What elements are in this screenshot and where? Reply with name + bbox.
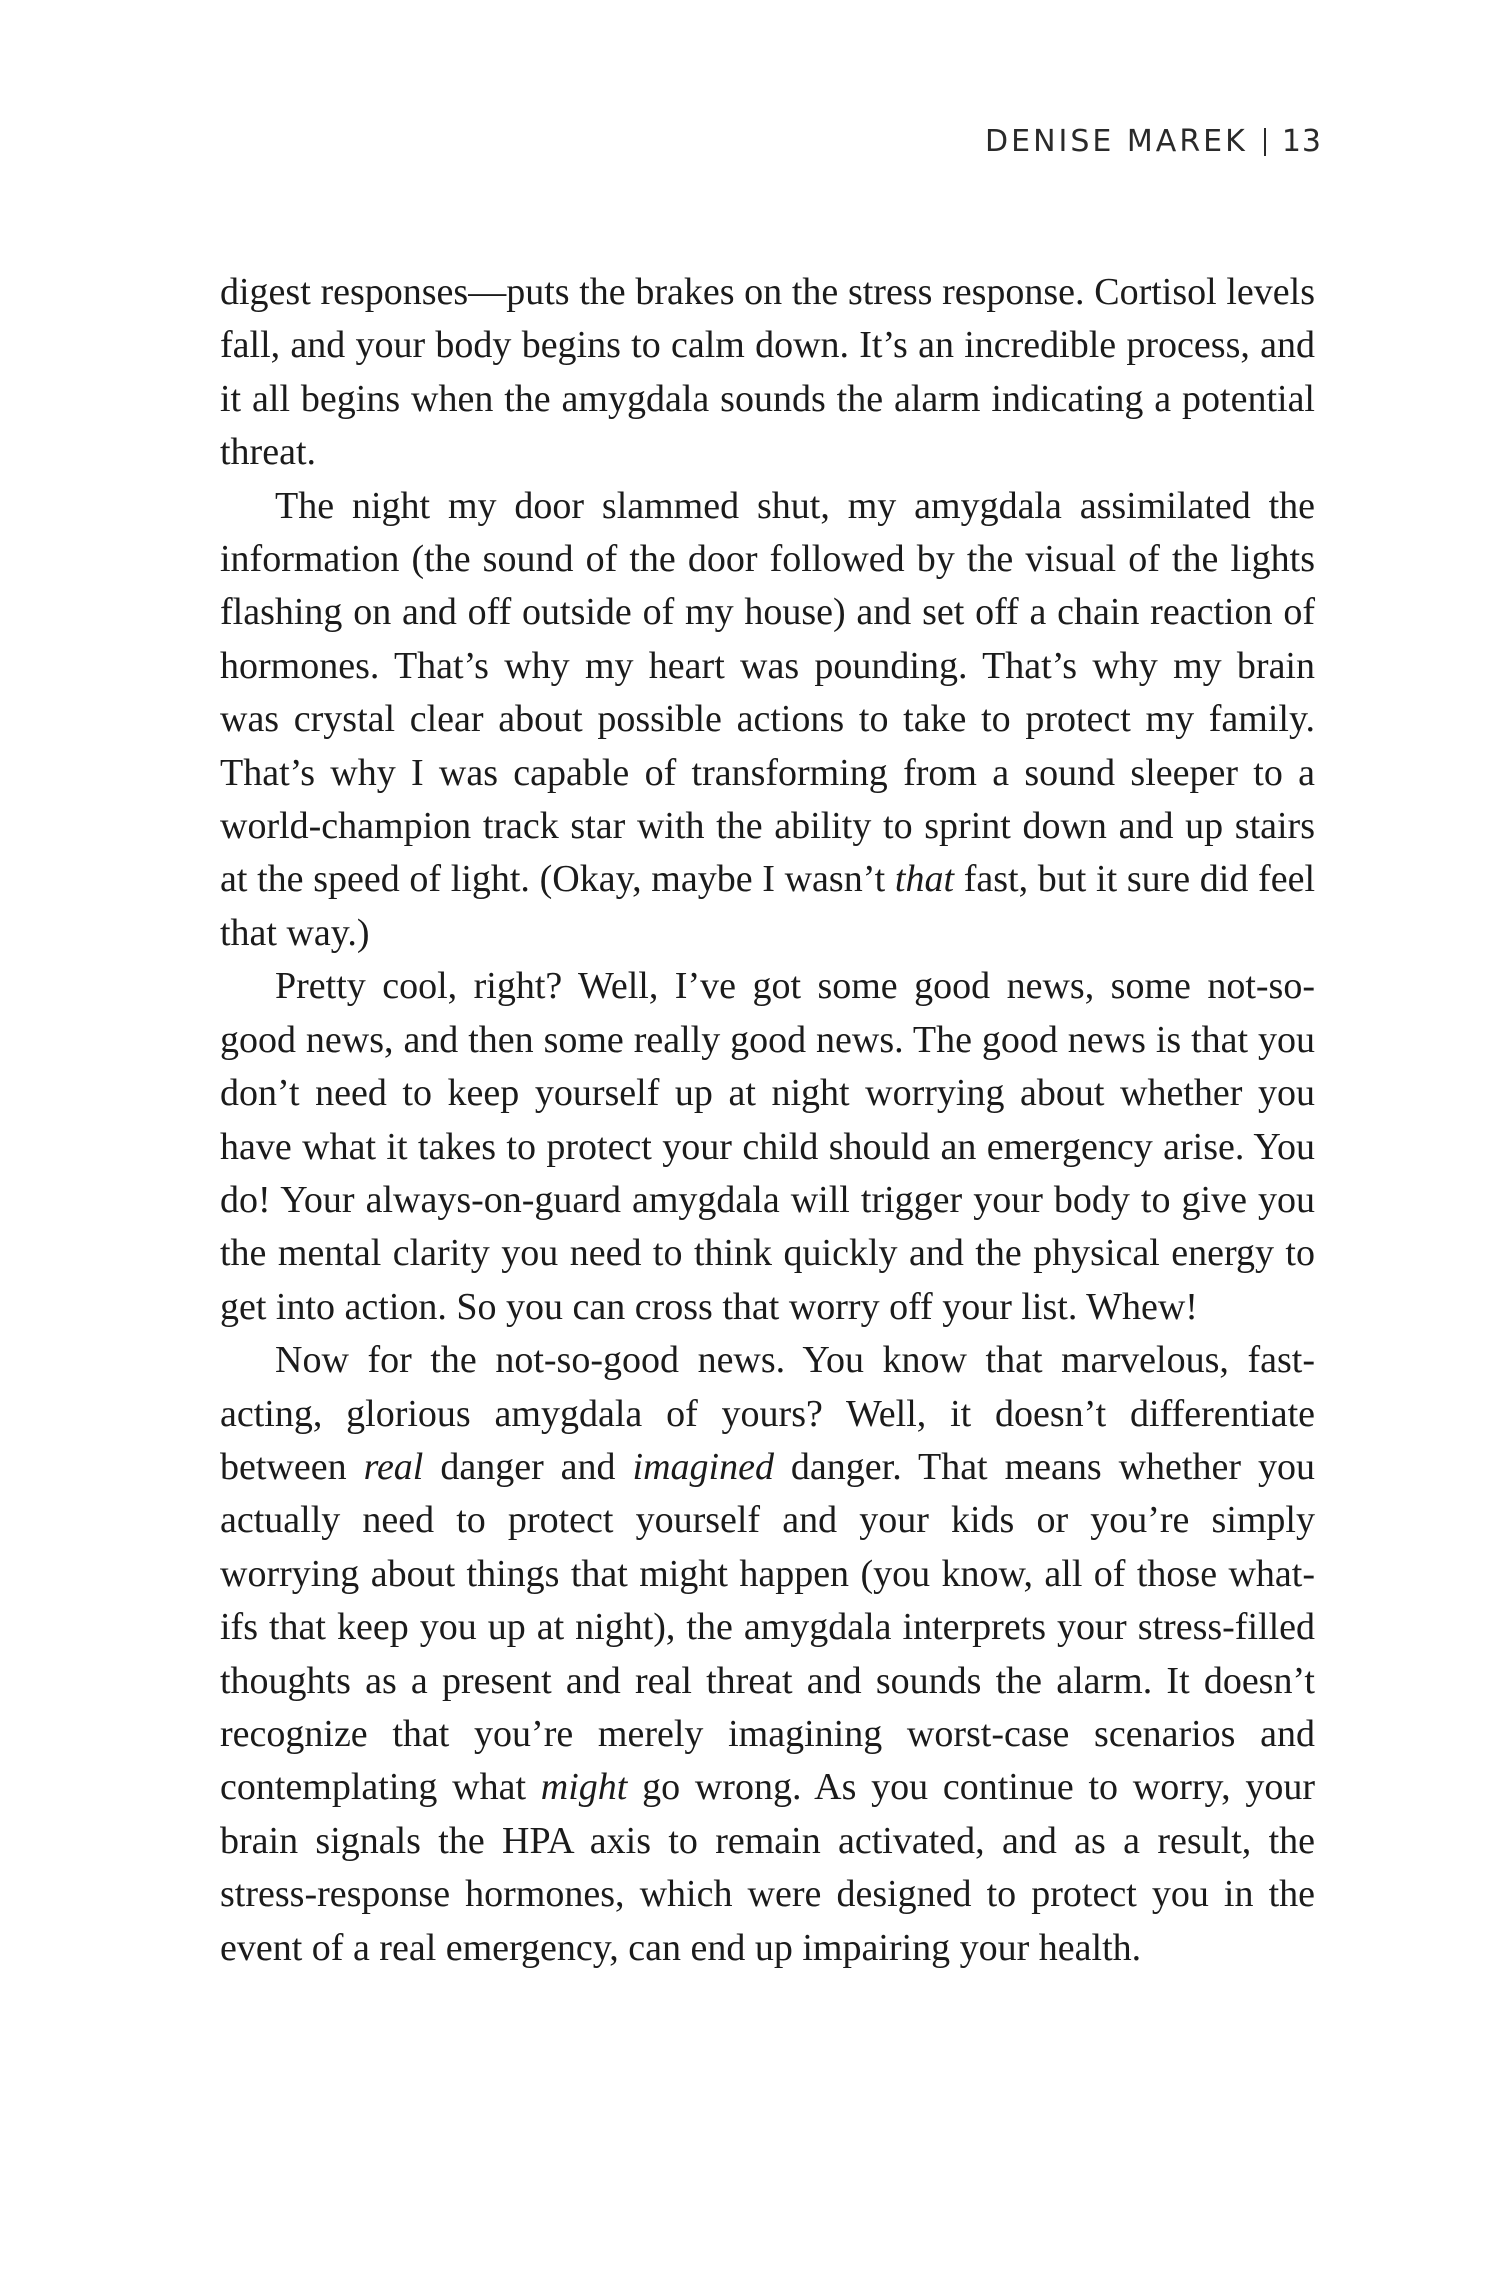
italic-text: that	[894, 858, 955, 901]
paragraph	[220, 480, 1315, 961]
italic-text: might	[540, 1766, 628, 1809]
italic-text: imagined	[632, 1445, 774, 1488]
text-run: The night my door slammed shut, my amygdala assimilated the information (the sound of the door followed by the visual of the lights flashing on and off outside of my house) and set off a chain reaction of hormones. That’s why my heart was pounding. That’s why my brain was crystal clear about possible actions to take to protect my family. That’s why I was capable of transforming from a sound sleeper to a world-champion track star with the ability to sprint down and up stairs at the speed of light. (Okay, maybe I wasn’t	[220, 484, 1315, 901]
italic-text: real	[363, 1445, 424, 1488]
body-text	[220, 266, 1315, 1975]
page-number: 13	[1281, 124, 1322, 159]
text-run: digest responses—puts the brakes on the stress response. Cortisol levels fall, and your body begins to calm down. It’s an incredible process, and it all begins when the amygdala sounds the alarm indicating a potential threat.	[220, 271, 1315, 474]
text-run: go wrong. As you continue to worry, your brain signals the HPA axis to remain activated, and as a result, the stress-response hormones, which were designed to protect you in the event of a real emergency, can end up impairing your health.	[220, 1766, 1315, 1969]
paragraph	[220, 1334, 1315, 1975]
header-separator	[1264, 128, 1266, 156]
running-header	[985, 124, 1322, 159]
text-run: fast, but it sure did feel that way.)	[220, 858, 1315, 954]
text-run: Now for the not-so-good news. You know that marvelous, fast-acting, glorious amygdala of yours? Well, it doesn’t differentiate between	[220, 1339, 1315, 1488]
paragraph	[220, 960, 1315, 1334]
text-run: danger. That means whether you actually need to protect yourself and your kids or you’re simply worrying about things that might happen (you know, all of those what-ifs that keep you up at night), the amygdala interprets your stress-filled thoughts as a present and real threat and sounds the alarm. It doesn’t recognize that you’re merely imagining worst-case scenarios and contemplating what	[220, 1445, 1315, 1809]
text-run: danger and	[423, 1445, 633, 1488]
author-name: DENISE MAREK	[985, 124, 1248, 159]
text-run: Pretty cool, right? Well, I’ve got some good news, some not-so-good news, and then some really good news. The good news is that you don’t need to keep yourself up at night worrying about whether you have what it takes to protect your child should an emergency arise. You do! Your always-on-guard amygdala will trigger your body to give you the mental clarity you need to think quickly and the physical energy to get into action. So you can cross that worry off your list. Whew!	[220, 965, 1315, 1328]
paragraph	[220, 266, 1315, 480]
